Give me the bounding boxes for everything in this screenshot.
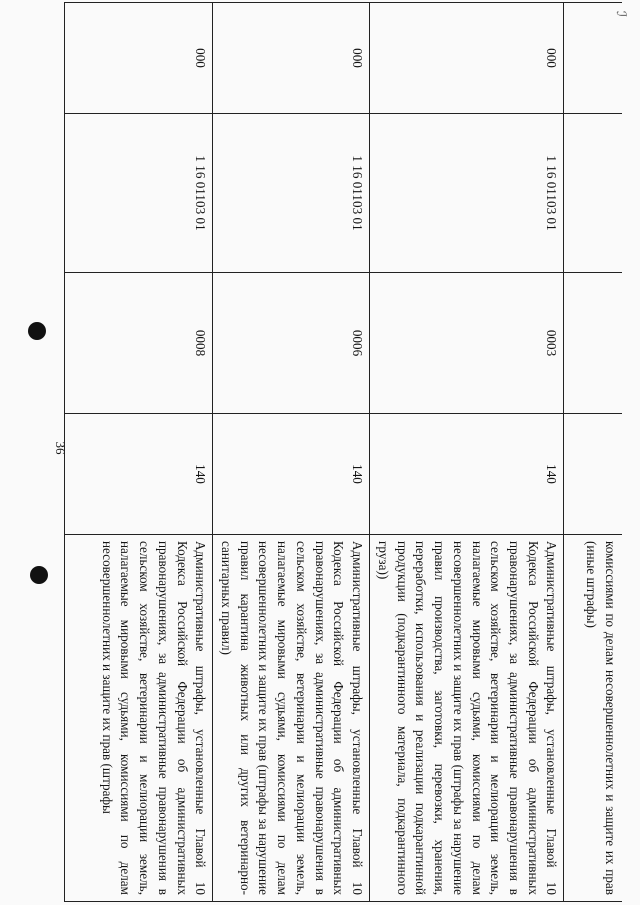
table-row xyxy=(370,3,564,902)
subtype-code-cell: 0003 xyxy=(370,273,564,414)
kbk-code-cell: 1 16 01103 01 xyxy=(213,114,370,273)
admin-code-cell: 000 xyxy=(213,3,370,114)
class-code-cell xyxy=(564,414,622,535)
description-cell: Административные штрафы, установленные Главой 10 Кодекса Российской Федерации об административных правонарушениях, за административные правонарушения в сельском хозяйстве, ветеринарии и мелиорации земель, налагаемые мировыми судьями, комиссиями по делам несовершеннолетних и защите их прав (штрафы за нарушение правил производства, заготовки, перевозки, хранения, переработки, использования и реализации подкарантинной продукции (подкарантинного материала, подкарантинного груза)) xyxy=(370,535,564,902)
table-row xyxy=(564,3,622,902)
punch-hole-mark xyxy=(30,566,48,584)
kbk-code-cell: 1 16 01103 01 xyxy=(65,114,213,273)
kbk-code-cell: 1 16 01103 01 xyxy=(370,114,564,273)
description-cell: Административные штрафы, установленные Главой 10 Кодекса Российской Федерации об административных правонарушениях, за административные правонарушения в сельском хозяйстве, ветеринарии и мелиорации земель, налагаемые мировыми судьями, комиссиями по делам несовершеннолетних и защите их прав (штрафы xyxy=(65,535,213,902)
page-number: 36 xyxy=(53,441,68,455)
description-cell: Административные штрафы, установленные Главой 10 Кодекса Российской Федерации об административных правонарушениях, за административные правонарушения в сельском хозяйстве, ветеринарии и мелиорации земель, налагаемые мировыми судьями, комиссиями по делам несовершеннолетних и защите их прав (штрафы за нарушение правил карантина животных или других ветеринарно-санитарных правил) xyxy=(213,535,370,902)
subtype-code-cell: 0006 xyxy=(213,273,370,414)
admin-code-cell xyxy=(564,3,622,114)
class-code-cell: 140 xyxy=(370,414,564,535)
admin-code-cell: 000 xyxy=(65,3,213,114)
class-code-cell: 140 xyxy=(213,414,370,535)
class-code-cell: 140 xyxy=(65,414,213,535)
description-cell: комиссиями по делам несовершеннолетних и защите их прав (иные штрафы) xyxy=(564,535,622,902)
subtype-code-cell: 0008 xyxy=(65,273,213,414)
fines-table xyxy=(64,2,622,902)
subtype-code-cell xyxy=(564,273,622,414)
kbk-code-cell xyxy=(564,114,622,273)
punch-hole-mark xyxy=(28,322,46,340)
table-container xyxy=(99,2,622,902)
table-row xyxy=(213,3,370,902)
table-row xyxy=(65,3,213,902)
admin-code-cell: 000 xyxy=(370,3,564,114)
corner-mark: ℐ xyxy=(614,10,630,18)
